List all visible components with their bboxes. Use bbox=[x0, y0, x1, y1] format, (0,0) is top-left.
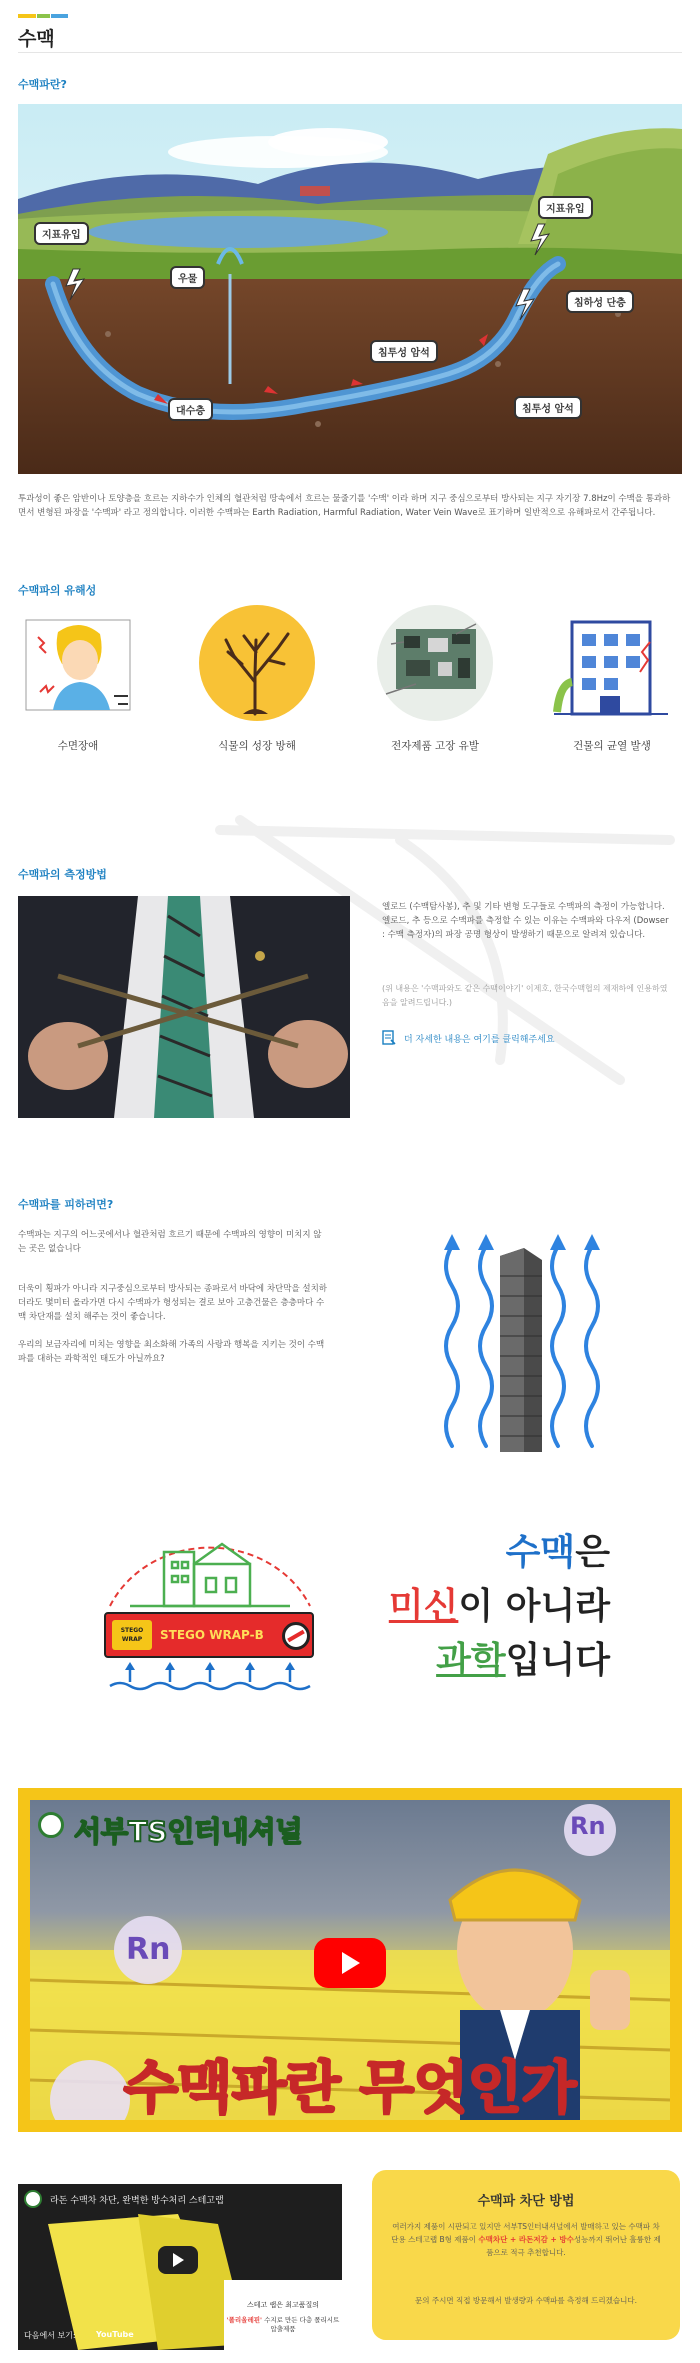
small-play-icon bbox=[173, 2253, 184, 2267]
intro-heading: 수맥파란? bbox=[18, 78, 67, 91]
harm-heading: 수맥파의 유해성 bbox=[18, 584, 97, 597]
method-text bbox=[390, 2220, 662, 2259]
small-video[interactable] bbox=[18, 2184, 342, 2350]
harm-label-2: 식물의 성장 방해 bbox=[218, 740, 296, 752]
video-brand: 서부TS인터내셔널 bbox=[74, 1815, 303, 1848]
avoid-p3: 우리의 보금자리에 미치는 영향을 최소화해 가족의 사랑과 행복을 지키는 것이 수맥파를 대하는 과학적인 태도가 아닐까요? bbox=[18, 1340, 325, 1364]
harm-label-4: 건물의 균열 발생 bbox=[573, 740, 651, 752]
product-box bbox=[104, 1612, 314, 1658]
avoid-p2: 더욱이 횡파가 아니라 지구중심으로부터 방사되는 종파로서 바닥에 차단막을 설치하더라도 몇미터 올라가면 다시 수맥파가 형성되는 결로 보아 고층건물은 층층마다 수맥 차단재를 설치 해주는 것이 좋습니다. bbox=[18, 1284, 328, 1322]
measure-note: (위 내용은 '수맥파와도 같은 수맥이야기' 이제호, 한국수맥협의 제재하에 인용하였음을 알려드립니다.) bbox=[382, 984, 668, 1007]
method-text-a: 여러가지 제품이 시판되고 있지만 서부TS인터내셔널에서 발매하고 있는 수맥파 차단용 스테고랩 B형 제품이 bbox=[391, 2222, 660, 2244]
rn-bubble-label: Rn bbox=[126, 1932, 171, 1967]
brand-logo bbox=[112, 1620, 152, 1650]
slogan-3-rest: 입니다 bbox=[505, 1640, 610, 1681]
sign-well: 우물 bbox=[170, 266, 205, 289]
sign-peak-left: 지표유입 bbox=[34, 222, 89, 245]
harm-label-1: 수면장애 bbox=[57, 740, 99, 752]
slogan-1-rest: 은 bbox=[575, 1532, 610, 1573]
product-name: STEGO WRAP-B bbox=[160, 1628, 264, 1642]
skyscraper-waves-illustration bbox=[430, 1226, 610, 1456]
block-icon bbox=[282, 1622, 310, 1650]
stego-wrap-illustration bbox=[90, 1506, 330, 1696]
slogan-2-rest: 이 아니라 bbox=[458, 1586, 610, 1627]
slogan-line-2 bbox=[389, 1580, 610, 1634]
slogan-3-highlight: 과학 bbox=[436, 1640, 506, 1681]
method-contact: 문의 주시면 직접 방문해서 발생량과 수맥파를 측정해 드리겠습니다. bbox=[415, 2296, 637, 2305]
video-frame bbox=[30, 1800, 670, 2120]
small-caption-2: '폴리올레핀' bbox=[226, 2316, 263, 2324]
slogan-line-1 bbox=[506, 1526, 610, 1580]
slogan-line-3 bbox=[436, 1634, 610, 1688]
sign-aquifer: 대수층 bbox=[168, 398, 213, 421]
slogan-1-highlight: 수맥 bbox=[505, 1532, 576, 1573]
small-caption-block bbox=[224, 2316, 342, 2334]
banner-slogan bbox=[350, 1526, 650, 1696]
video-title: 수맥파란 무엇인가 bbox=[123, 2056, 577, 2120]
slogan-2-highlight: 미신 bbox=[388, 1586, 459, 1627]
document-icon bbox=[382, 1030, 396, 1046]
dowsing-photo bbox=[18, 896, 350, 1118]
play-button[interactable] bbox=[314, 1938, 386, 1988]
water-vein-diagram bbox=[18, 104, 682, 474]
intro-description: 투과성이 좋은 암반이나 토양층을 흐르는 지하수가 인체의 혈관처럼 땅속에서 흐르는 물줄기를 '수맥' 이라 하며 지구 중심으로부터 방사되는 지구 자기장 7.8Hz이 수맥을 통과하면서 변형된 파장을 '수맥파' 라고 정의합니다. 이러한 수맥파는 Earth Radiation, Harmful Radiation, Water Vein Wave로 표기하며 일반적으로 유해파로서 간주됩니다. bbox=[18, 494, 671, 518]
sleep-disorder-icon bbox=[18, 612, 138, 722]
avoid-heading: 수맥파를 피하려면? bbox=[18, 1198, 114, 1211]
youtube-logo[interactable]: YouTube bbox=[96, 2330, 134, 2339]
title-divider bbox=[18, 52, 682, 53]
method-title: 수맥파 차단 방법 bbox=[477, 2194, 575, 2209]
cracked-building-icon bbox=[552, 612, 672, 722]
play-icon bbox=[342, 1952, 360, 1974]
circuit-board-icon bbox=[376, 604, 494, 722]
watch-on-label[interactable]: 다음에서 보기: bbox=[24, 2331, 76, 2340]
small-caption-1: 스테고 랩은 최고품질의 bbox=[246, 2301, 320, 2309]
header-accent bbox=[18, 14, 68, 18]
measure-link[interactable] bbox=[382, 1030, 682, 1046]
sign-fault: 침하성 단층 bbox=[566, 290, 634, 313]
harm-label-3: 전자제품 고장 유발 bbox=[391, 740, 479, 752]
upward-waves-icon bbox=[100, 1660, 320, 1694]
small-video-title: 라돈 수맥차 차단, 완벽한 방수처리 스테고랩 bbox=[50, 2196, 224, 2206]
brand-logo-text: STEGO WRAP bbox=[120, 1627, 144, 1643]
avoid-p1: 수맥파는 지구의 어느곳에서나 혈관처럼 흐르기 때문에 수맥파의 영향이 미치지 않는 곳은 없습니다 bbox=[18, 1230, 322, 1254]
channel-logo bbox=[38, 1812, 64, 1838]
sign-vein-mid: 침투성 암석 bbox=[370, 340, 438, 363]
rn-bubble-label-2: Rn bbox=[570, 1812, 606, 1840]
small-channel-logo bbox=[24, 2190, 42, 2208]
sign-vein-right: 침투성 암석 bbox=[514, 396, 582, 419]
small-caption-3: 수지로 만든 다층 폴리시트 압출제품 bbox=[264, 2316, 340, 2333]
sign-peak-right: 지표유입 bbox=[538, 196, 593, 219]
method-box bbox=[372, 2170, 680, 2340]
method-text-b: 성능까지 뛰어난 훌륭한 제품으로 적극 추천합니다. bbox=[486, 2235, 661, 2257]
small-play-button[interactable] bbox=[158, 2246, 198, 2274]
measure-link-label[interactable]: 더 자세한 내용은 여기를 클릭해주세요 bbox=[404, 1035, 555, 1045]
dead-tree-icon bbox=[198, 604, 316, 722]
main-video[interactable] bbox=[18, 1788, 682, 2132]
measure-text: 엘로드 (수맥탐사봉), 추 및 기타 변형 도구들로 수맥파의 측정이 가능합니다. 엘로드, 추 등으로 수맥파를 측정할 수 있는 이유는 수맥파와 다우저 (Dowser : 수맥 측정자)의 파장 공명 형상이 발생하기 때문으로 알려져 있습니다. bbox=[382, 902, 669, 940]
method-text-highlight: 수맥차단 + 라돈저감 + 방수 bbox=[478, 2235, 574, 2244]
page-title: 수맥 bbox=[18, 28, 55, 50]
measure-heading: 수맥파의 측정방법 bbox=[18, 868, 107, 881]
